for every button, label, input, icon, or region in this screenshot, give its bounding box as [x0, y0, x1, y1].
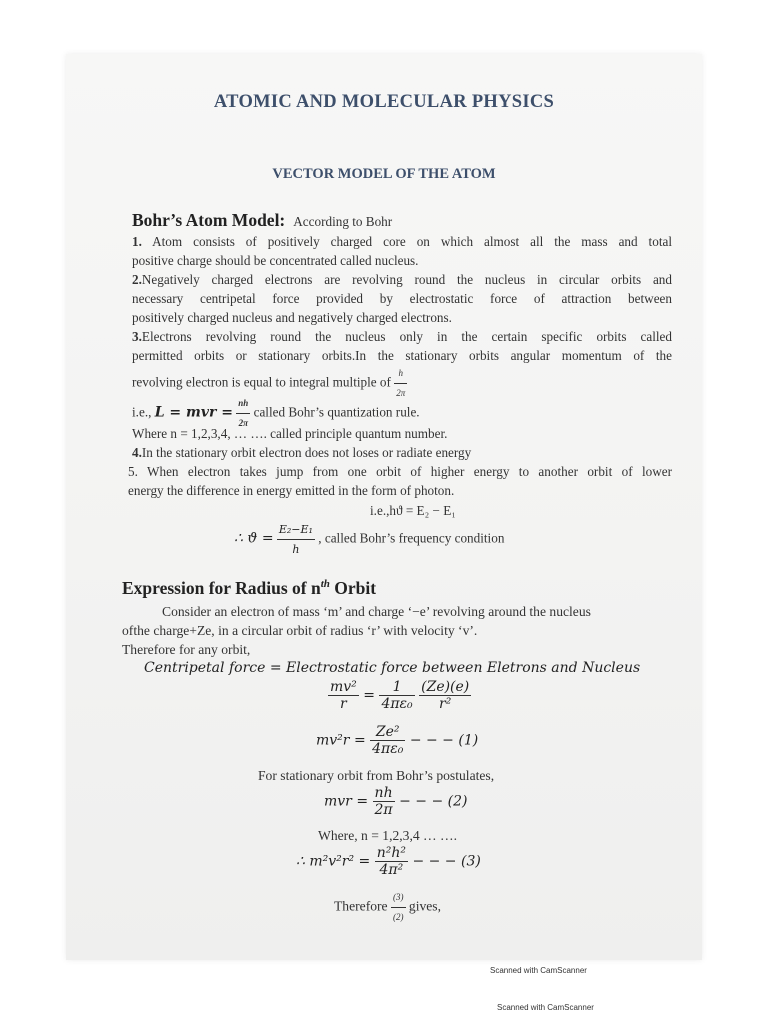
document-page	[66, 54, 702, 960]
fraction-denominator: 2π	[396, 388, 406, 398]
scanner-watermark-2: Scanned with CamScanner	[497, 1003, 594, 1012]
centripetal-force-statement: Centripetal force = Electrostatic force between Eletrons and Nucleus	[144, 660, 641, 676]
quantization-equation: L = mvr =	[154, 404, 233, 421]
equation-1	[316, 724, 478, 757]
fraction-numerator: E₂−E₁	[277, 520, 315, 540]
scanner-watermark-1: Scanned with CamScanner	[490, 966, 587, 975]
fraction-denominator: 4π²	[379, 862, 404, 878]
postulate-5-line-1: 5. When electron takes jump from one orbit of higher energy to another orbit of lower	[128, 464, 672, 479]
fraction-numerator: (3)	[391, 888, 406, 908]
frequency-condition-tail: , called Bohr’s frequency condition	[318, 530, 505, 546]
postulate-1-line-2: positive charge should be concentrated called nucleus.	[132, 253, 419, 268]
therefore-word: Therefore	[334, 898, 388, 914]
equation-3-lhs: ∴ m²v²r² =	[296, 853, 371, 870]
page-title: ATOMIC AND MOLECULAR PHYSICS	[213, 92, 555, 112]
fraction-numerator: nh	[236, 394, 250, 414]
equation-3-fraction	[375, 845, 408, 878]
radius-para-line-1: Consider an electron of mass ‘m’ and charge ‘−e’ revolving around the nucleus	[162, 604, 591, 619]
fraction-denominator: 2π	[238, 418, 248, 428]
equation-3-tag: − − − (3)	[412, 853, 481, 870]
postulate-2-line-2: necessary centripetal force provided by electrostatic force of attraction between	[132, 291, 672, 306]
fraction-numerator: h	[394, 364, 407, 384]
postulate-2-line-3: positively charged nucleus and negatively charged electrons.	[132, 310, 452, 325]
equation-1-lhs: mv²r =	[316, 732, 366, 749]
fraction-numerator: (Ze)(e)	[421, 679, 470, 695]
frequency-condition-line	[234, 520, 504, 559]
fraction-denominator: 2π	[374, 802, 393, 818]
fraction-denominator: 4πε₀	[372, 741, 404, 757]
section-subtitle: VECTOR MODEL OF THE ATOM	[272, 166, 496, 182]
equation-2	[324, 785, 467, 818]
fraction-numerator: Ze²	[370, 724, 405, 741]
postulate-2-number: 2.	[132, 272, 142, 287]
postulate-2-line-1	[132, 270, 672, 289]
fraction-numerator: nh	[373, 785, 395, 802]
radius-heading	[122, 578, 376, 599]
mv2-over-r-fraction	[328, 679, 359, 712]
force-balance-equation	[328, 679, 471, 712]
postulate-3-line-1	[132, 327, 672, 346]
fraction-denominator: (2)	[393, 912, 404, 922]
equation-2-lhs: mvr =	[324, 793, 369, 810]
fraction-denominator: 4πε₀	[381, 696, 413, 712]
charge-product-fraction	[419, 679, 471, 712]
equals-sign: =	[363, 687, 375, 704]
postulate-3-text-3: revolving electron is equal to integral multiple of	[132, 374, 391, 390]
fraction-numerator: 1	[379, 679, 414, 696]
bohr-heading-tail: According to Bohr	[293, 214, 393, 229]
equation-2-tag: − − − (2)	[399, 793, 468, 810]
therefore-gives-line	[334, 888, 441, 927]
postulate-2-text: Negatively charged electrons are revolving round the nucleus in circular orbits and	[141, 272, 672, 287]
nu-equals: ∴ ϑ =	[234, 530, 274, 547]
coulomb-constant-fraction	[379, 679, 414, 712]
quantization-tail: called Bohr’s quantization rule.	[253, 404, 420, 420]
equation-1-fraction	[370, 724, 405, 757]
bohr-heading: Bohr’s Atom Model:	[132, 210, 286, 230]
equation-3	[296, 845, 481, 878]
fraction-numerator: mv²	[330, 679, 357, 695]
gives-word: gives,	[408, 898, 441, 914]
postulate-4-text: In the stationary orbit electron does not loses or radiate energy	[141, 445, 472, 460]
postulate-4-number: 4.	[132, 445, 142, 460]
postulate-3-text: Electrons revolving round the nucleus only in the certain specific orbits called	[141, 329, 672, 344]
stationary-orbit-line: For stationary orbit from Bohr’s postulates,	[258, 768, 495, 783]
frequency-fraction	[277, 520, 315, 559]
fraction-numerator: n²h²	[376, 845, 406, 861]
postulate-1-number: 1.	[132, 234, 142, 249]
energy-difference-equation: i.e.,hϑ = E₂ − E₁	[370, 503, 456, 518]
fraction-denominator: r	[340, 696, 347, 712]
ie-prefix: i.e.,	[132, 404, 152, 420]
radius-para-line-3: Therefore for any orbit,	[122, 642, 251, 657]
postulate-1-text: Atom consists of positively charged core on which almost all the mass and total	[152, 234, 672, 249]
radius-heading-text: Expression for Radius of n	[122, 578, 321, 598]
postulate-4-line	[132, 443, 471, 462]
equation-2-fraction	[373, 785, 395, 818]
quantum-number-line-2: Where, n = 1,2,3,4 … ….	[318, 828, 458, 843]
bohr-heading-line	[132, 210, 392, 231]
fraction-denominator: h	[292, 543, 300, 556]
postulate-3-line-2: permitted orbits or stationary orbits.In the stationary orbits angular momentum of the	[132, 348, 672, 363]
eq3-over-eq2-fraction	[391, 888, 406, 927]
radius-heading-sup: th	[320, 578, 330, 591]
postulate-3-number: 3.	[132, 329, 142, 344]
radius-heading-tail: Orbit	[329, 578, 377, 598]
quantum-number-line: Where n = 1,2,3,4, … …. called principle quantum number.	[132, 426, 448, 441]
equation-1-tag: − − − (1)	[409, 732, 479, 749]
postulate-5-line-2: energy the difference in energy emitted in the form of photon.	[128, 483, 455, 498]
fraction-denominator: r²	[439, 696, 452, 712]
postulate-1-line-1	[132, 232, 672, 251]
radius-para-line-2: ofthe charge+Ze, in a circular orbit of radius ‘r’ with velocity ‘v’.	[122, 623, 478, 638]
